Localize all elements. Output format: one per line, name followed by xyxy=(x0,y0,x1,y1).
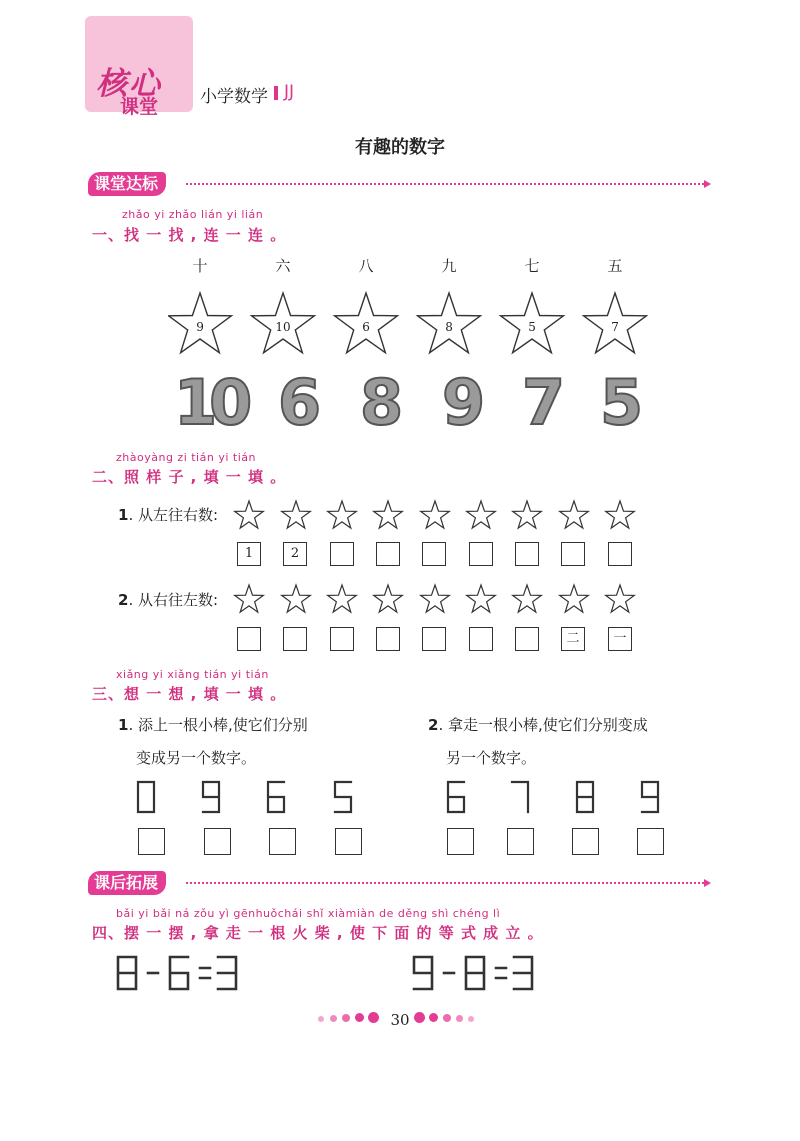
q1-hanzi: 十 xyxy=(192,257,208,275)
star-icon xyxy=(606,585,635,612)
answer-box[interactable] xyxy=(335,828,362,855)
answer-box[interactable] xyxy=(515,627,539,651)
stick-digit[interactable] xyxy=(414,957,432,989)
q3-right-instruction: 2. 拿走一根小棒,使它们分别变成 xyxy=(428,716,648,734)
q1-hanzi: 五 xyxy=(607,257,623,275)
star-icon xyxy=(328,501,357,528)
q1-hanzi: 七 xyxy=(524,257,540,275)
star-icon xyxy=(421,501,450,528)
q4-pinyin: bǎi yi bǎi ná zǒu yì gēnhuǒchái shǐ xiàmiàn de děng shì chéng lì xyxy=(116,907,501,920)
star-icon[interactable] xyxy=(252,293,315,353)
q1-star-row xyxy=(168,290,648,360)
star-number: 6 xyxy=(362,320,370,334)
stick-digit[interactable] xyxy=(642,782,658,812)
page-title: 有趣的数字 xyxy=(355,137,445,158)
answer-box[interactable] xyxy=(422,542,446,566)
star-number: 5 xyxy=(528,320,536,334)
q3-left-digits xyxy=(130,780,370,816)
arrow-right-icon xyxy=(704,879,711,887)
stick-digit[interactable] xyxy=(514,957,532,989)
answer-box[interactable] xyxy=(572,828,599,855)
section-divider xyxy=(186,183,704,185)
equals-sign[interactable] xyxy=(200,968,210,978)
footer-dot xyxy=(429,1013,438,1022)
cartoon-digit[interactable]: 5 xyxy=(600,366,644,439)
star-icon xyxy=(560,585,589,612)
star-icon xyxy=(374,501,403,528)
section-banner-after-class: 课后拓展 xyxy=(88,871,166,895)
answer-box[interactable] xyxy=(561,542,585,566)
star-icon xyxy=(513,585,542,612)
answer-box[interactable] xyxy=(447,828,474,855)
answer-box[interactable] xyxy=(330,627,354,651)
star-icon[interactable] xyxy=(418,293,481,353)
q1-hanzi: 八 xyxy=(358,257,374,275)
q2-part1-label: 1. 从左往右数: xyxy=(118,506,219,524)
q3-right-digits xyxy=(440,780,680,816)
star-icon[interactable] xyxy=(335,293,398,353)
stick-digit[interactable] xyxy=(138,782,154,812)
star-icon xyxy=(560,501,589,528)
stick-digit[interactable] xyxy=(466,957,484,989)
star-icon xyxy=(467,585,496,612)
answer-box[interactable] xyxy=(469,627,493,651)
subject-label: 小学数学 xyxy=(200,87,268,107)
section-divider xyxy=(186,882,704,884)
arrow-right-icon xyxy=(704,180,711,188)
star-icon xyxy=(467,501,496,528)
stick-digit[interactable] xyxy=(170,957,188,989)
stick-digit[interactable] xyxy=(218,957,236,989)
star-icon xyxy=(421,585,450,612)
footer-dot xyxy=(414,1012,425,1023)
footer-dot xyxy=(443,1014,451,1022)
q3-left-instruction: 1. 添上一根小棒,使它们分别 xyxy=(118,716,308,734)
q3-pinyin: xiǎng yi xiǎng tián yi tián xyxy=(116,668,269,681)
cartoon-digit[interactable]: 6 xyxy=(278,366,322,439)
q3-title: 三、想 一 想 , 填 一 填 。 xyxy=(92,685,287,703)
q1-pinyin: zhǎo yi zhǎo lián yi lián xyxy=(122,208,264,221)
star-number: 8 xyxy=(445,320,453,334)
answer-box[interactable]: 一 xyxy=(608,627,632,651)
answer-box[interactable] xyxy=(330,542,354,566)
section-banner-classroom: 课堂达标 xyxy=(88,172,166,196)
star-icon[interactable] xyxy=(169,293,232,353)
answer-box[interactable] xyxy=(376,627,400,651)
answer-box[interactable] xyxy=(515,542,539,566)
star-number: 10 xyxy=(275,320,291,334)
q2-star-row-1 xyxy=(228,498,648,534)
cartoon-digit[interactable]: 8 xyxy=(360,366,404,439)
stick-digit[interactable] xyxy=(118,957,136,989)
logo-title: 核心 xyxy=(96,66,162,102)
page-number: 30 xyxy=(390,1011,410,1029)
star-icon xyxy=(282,501,311,528)
answer-box[interactable] xyxy=(507,828,534,855)
answer-box[interactable] xyxy=(469,542,493,566)
answer-box[interactable] xyxy=(422,627,446,651)
edition-label: JJ xyxy=(284,82,295,102)
stick-digit[interactable] xyxy=(512,782,528,812)
stick-digit[interactable] xyxy=(203,782,219,812)
star-icon[interactable] xyxy=(584,293,647,353)
q2-title: 二、照 样 子 , 填 一 填 。 xyxy=(92,468,287,486)
star-number: 9 xyxy=(196,320,204,334)
q2-pinyin: zhàoyàng zi tián yi tián xyxy=(116,451,256,464)
star-icon xyxy=(513,501,542,528)
star-icon xyxy=(282,585,311,612)
matchstick-equation-1[interactable] xyxy=(112,954,252,994)
answer-box[interactable] xyxy=(138,828,165,855)
star-icon xyxy=(235,585,264,612)
q1-hanzi: 九 xyxy=(441,257,457,275)
subject-separator xyxy=(274,86,278,100)
star-icon xyxy=(328,585,357,612)
equals-sign[interactable] xyxy=(496,968,506,978)
stick-digit[interactable] xyxy=(335,782,351,812)
star-icon xyxy=(606,501,635,528)
q2-star-row-2 xyxy=(228,582,648,618)
stick-digit[interactable] xyxy=(268,782,284,812)
answer-box[interactable] xyxy=(637,828,664,855)
footer-dot xyxy=(468,1016,474,1022)
answer-box[interactable] xyxy=(269,828,296,855)
matchstick-equation-2[interactable] xyxy=(408,954,548,994)
answer-box[interactable] xyxy=(283,627,307,651)
answer-box[interactable] xyxy=(237,627,261,651)
star-icon xyxy=(235,501,264,528)
q1-hanzi: 六 xyxy=(275,257,291,275)
answer-box[interactable] xyxy=(376,542,400,566)
logo-subtitle: 课堂 xyxy=(120,96,159,118)
q4-title: 四、摆 一 摆 , 拿 走 一 根 火 柴 , 使 下 面 的 等 式 成 立 。 xyxy=(92,924,544,942)
q3-left-instruction-2: 变成另一个数字。 xyxy=(136,749,257,767)
cartoon-digit[interactable]: 10 xyxy=(174,366,245,439)
stick-digit[interactable] xyxy=(577,782,593,812)
answer-box[interactable]: 二 xyxy=(561,627,585,651)
footer-dot xyxy=(456,1015,463,1022)
answer-box[interactable]: 1 xyxy=(237,542,261,566)
q2-part2-label: 2. 从右往左数: xyxy=(118,591,219,609)
answer-box[interactable]: 2 xyxy=(283,542,307,566)
q3-right-instruction-2: 另一个数字。 xyxy=(446,749,537,767)
cartoon-digit[interactable]: 9 xyxy=(442,366,486,439)
star-icon[interactable] xyxy=(501,293,564,353)
answer-box[interactable] xyxy=(608,542,632,566)
star-number: 7 xyxy=(611,320,619,334)
q1-title: 一、找 一 找 , 连 一 连 。 xyxy=(92,226,287,244)
star-icon xyxy=(374,585,403,612)
answer-box[interactable] xyxy=(204,828,231,855)
cartoon-digit[interactable]: 7 xyxy=(522,366,566,439)
stick-digit[interactable] xyxy=(448,782,464,812)
